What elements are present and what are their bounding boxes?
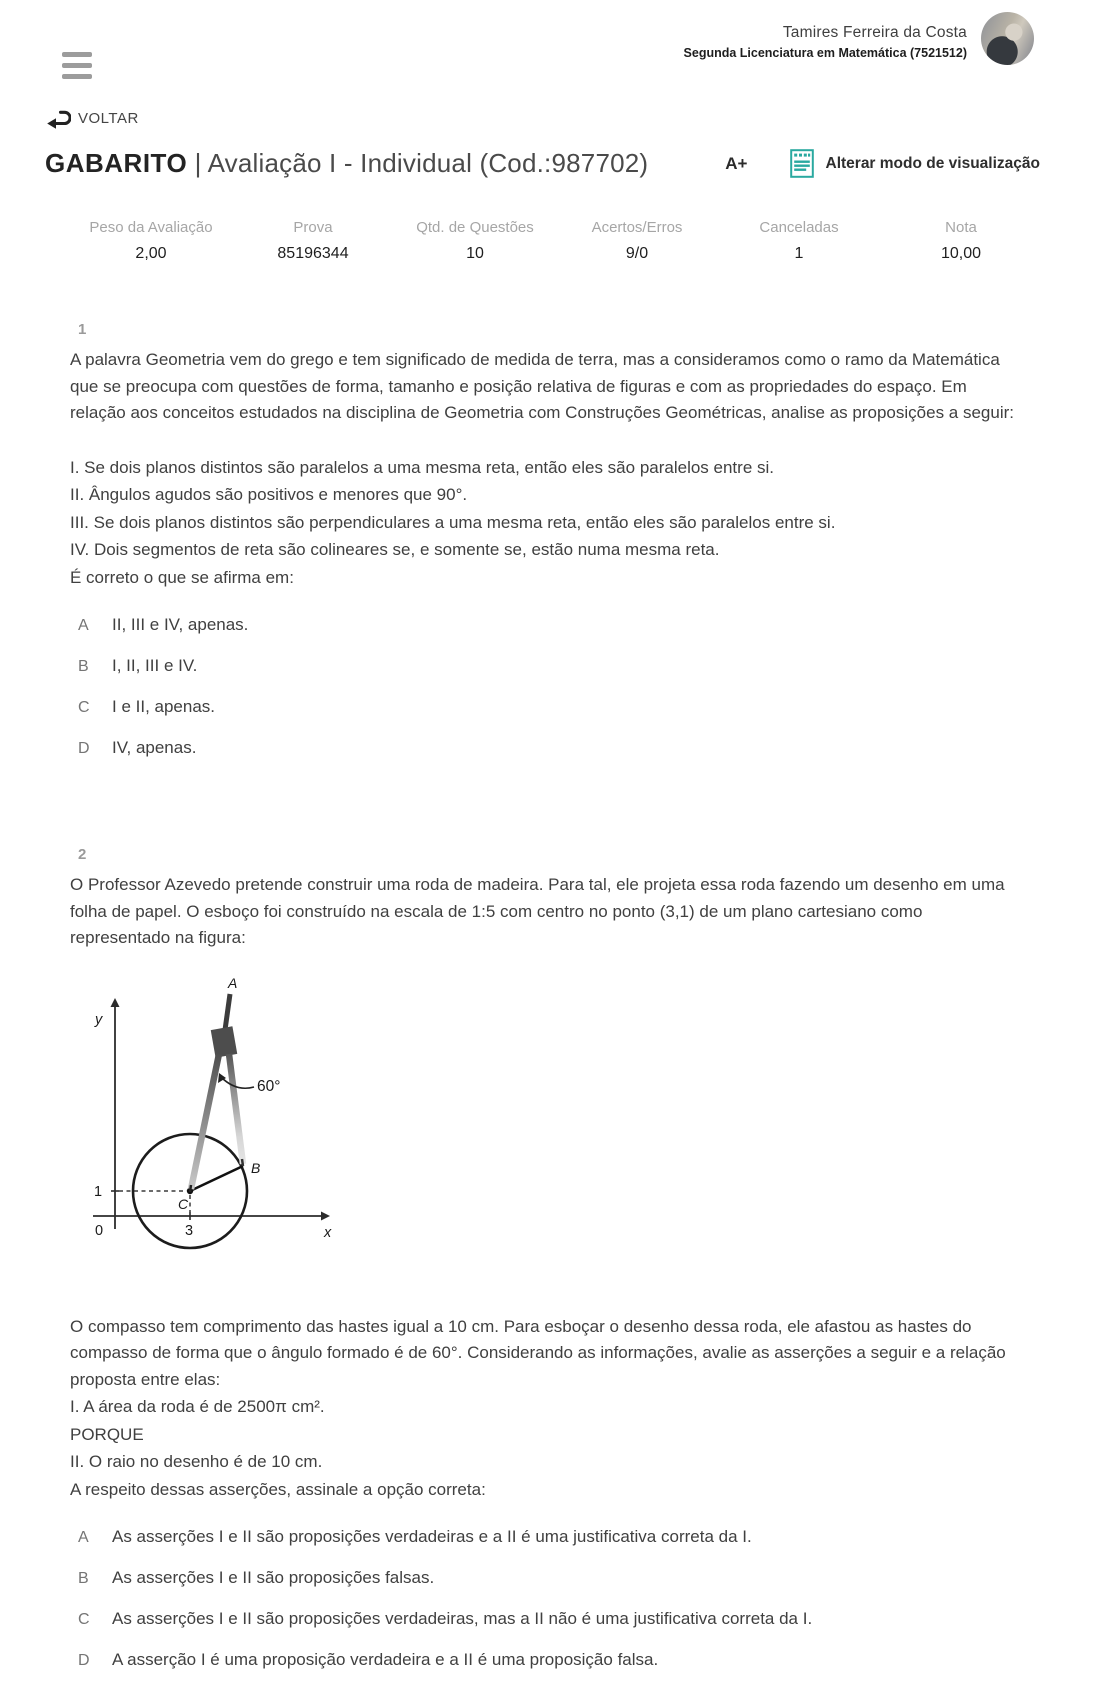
connector-porque: PORQUE [70,1424,144,1444]
question-text: A palavra Geometria vem do grego e tem significado de medida de terra, mas a consideramos como o ramo da Matemática que se preocupa com questões de forma, tamanho e posição relativa de figuras e com as propriedades do espaço. Em relação aos conceitos estudados na disciplina de Geometria com Construções Geométricas, analise as proposições a seguir: [70,350,1014,422]
question-text: O compasso tem comprimento das hastes igual a 10 cm. Para esboçar o desenho dessa roda, ele afastou as hastes do compasso de forma que o ângulo formado é de 60°. Considerando as informações, avalie as asserções a seguir e a relação proposta entre elas: [70,1316,1006,1389]
stat-acertos [556,219,718,263]
proposition: III. Se dois planos distintos são perpendiculares a uma mesma reta, então eles são paralelos entre si. [70,512,836,532]
proposition: IV. Dois segmentos de reta são colineares se, e somente se, estão numa mesma reta. [70,540,720,559]
stat-label: Nota [945,219,977,236]
option-letter: C [78,699,90,716]
question-2 [0,846,1112,1670]
option-row [70,615,1042,635]
user-name: Tamires Ferreira da Costa [782,23,967,41]
stat-nota [880,219,1042,263]
figure-label-tick-3: 3 [185,1222,194,1239]
figure-label-x-axis: x [324,1224,332,1241]
title-tools [725,149,1040,178]
font-size-button[interactable]: A+ [725,153,748,173]
proposition: II. Ângulos agudos são positivos e menores que 90°. [70,485,468,504]
option-text: As asserções I e II são proposições falsas. [112,1568,435,1587]
proposition: I. Se dois planos distintos são paralelos a uma mesma reta, então eles são paralelos entre si. [70,457,774,477]
stat-label: Canceladas [759,219,839,236]
question-propositions [70,454,1042,592]
view-mode-button[interactable] [790,149,1041,178]
stat-value: 10,00 [940,245,982,262]
option-row [70,697,1042,717]
menu-bar [62,74,92,79]
option-letter: A [78,617,89,634]
stats-row [0,219,1112,263]
figure-label-angle: 60° [257,1077,281,1095]
option-text: As asserções I e II são proposições verdadeiras, mas a II não é uma justificativa correta da I. [112,1609,813,1628]
option-text: A asserção I é uma proposição verdadeira e a II é uma proposição falsa. [112,1650,659,1669]
option-letter: C [78,1611,90,1628]
question-number: 1 [78,321,87,338]
view-mode-label: Alterar modo de visualização [825,154,1040,172]
stat-value: 9/0 [625,245,649,262]
topbar [0,0,1112,79]
user-info [684,12,1034,65]
option-row [70,656,1042,676]
question-number: 2 [78,846,87,863]
question-body [70,1314,1042,1504]
back-row [0,79,1112,134]
stat-canceladas [718,219,880,263]
stat-label: Prova [293,219,333,236]
stat-label: Qtd. de Questões [416,219,534,236]
menu-bar [62,63,92,68]
option-row [70,1568,1042,1588]
figure-label-origin: 0 [95,1222,104,1239]
option-letter: D [78,740,90,757]
figure-label-y-axis: y [95,1011,103,1028]
menu-button[interactable] [62,52,92,79]
compass-figure [78,974,340,1260]
question-prompt: A respeito dessas asserções, assinale a opção correta: [70,1479,486,1499]
question-prompt: É correto o que se afirma em: [70,567,294,587]
figure-label-c: C [178,1195,189,1212]
question-1 [0,321,1112,758]
back-label: VOLTAR [78,109,139,127]
options-list [70,1527,1042,1670]
avatar[interactable] [981,12,1034,65]
option-text: I e II, apenas. [112,697,216,716]
back-link[interactable] [45,107,139,129]
options-list [70,615,1042,758]
stat-prova [232,219,394,263]
stat-value: 10 [466,245,484,262]
title-row [0,134,1112,179]
assertion-2: II. O raio no desenho é de 10 cm. [70,1452,323,1471]
stat-label: Peso da Avaliação [89,219,213,236]
figure-label-a: A [228,974,238,991]
view-mode-icon [790,149,814,178]
stat-value: 2,00 [135,245,167,262]
page-title-rest: | Avaliação I - Individual (Cod.:987702) [187,148,649,178]
option-text: I, II, III e IV. [112,656,198,675]
user-text [684,18,967,60]
user-program: Segunda Licenciatura em Matemática (7521512) [683,45,967,60]
option-letter: D [78,1652,90,1669]
figure-label-b: B [251,1159,261,1176]
stat-value: 85196344 [277,245,349,262]
figure-label-tick-1: 1 [94,1183,103,1200]
page-title [45,148,648,179]
option-letter: A [78,1529,89,1546]
option-row [70,738,1042,758]
option-row [70,1650,1042,1670]
stat-questoes [394,219,556,263]
page-title-bold: GABARITO [45,148,188,178]
assertion-1: I. A área da roda é de 2500π cm². [70,1397,325,1416]
option-text: II, III e IV, apenas. [112,615,249,634]
menu-bar [62,52,92,57]
back-arrow-icon [45,107,71,129]
stat-value: 1 [794,245,804,262]
option-letter: B [78,658,89,675]
option-letter: B [78,1570,89,1587]
option-text: As asserções I e II são proposições verdadeiras e a II é uma justificativa correta da I. [112,1527,752,1546]
stat-peso [70,219,232,263]
stat-label: Acertos/Erros [591,219,683,236]
question-text: O Professor Azevedo pretende construir uma roda de madeira. Para tal, ele projeta essa roda fazendo um desenho em uma folha de papel. O esboço foi construído na escala de 1:5 com centro no ponto (3,1) de um plano cartesiano como representado na figura: [70,875,1005,947]
option-row [70,1609,1042,1629]
option-text: IV, apenas. [112,738,197,757]
option-row [70,1527,1042,1547]
